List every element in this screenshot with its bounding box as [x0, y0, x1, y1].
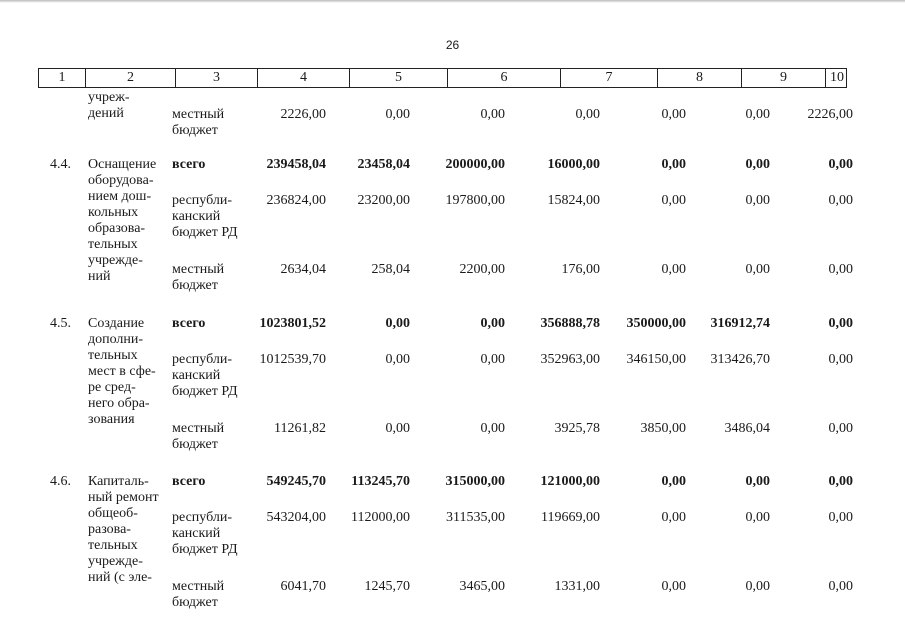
value-cell: 119669,00	[541, 510, 600, 525]
value-cell: 0,00	[661, 107, 686, 122]
value-cell: 2226,00	[807, 107, 853, 122]
item-name-line: разова-	[88, 522, 131, 537]
item-name-line: дений	[88, 106, 124, 121]
page-number: 26	[445, 38, 460, 52]
value-cell: 0,00	[828, 262, 853, 277]
value-cell: 543204,00	[266, 510, 326, 525]
value-cell: 0,00	[661, 262, 686, 277]
value-cell: 113245,70	[351, 474, 410, 489]
value-cell: 0,00	[745, 157, 770, 172]
value-cell: 0,00	[661, 474, 686, 489]
value-cell: 236824,00	[266, 193, 326, 208]
header-cell: 1	[58, 70, 66, 85]
value-cell: 2634,04	[280, 262, 326, 277]
value-cell: 549245,70	[266, 474, 326, 489]
value-cell: 313426,70	[710, 352, 770, 367]
value-cell: 0,00	[661, 193, 686, 208]
source-label: республи-	[172, 510, 232, 525]
value-cell: 0,00	[828, 421, 853, 436]
header-cell: 6	[447, 69, 560, 87]
source-label: бюджет	[172, 437, 218, 452]
item-name-line: ре сред-	[88, 380, 136, 395]
source-label: канский	[172, 368, 221, 383]
source-label: местный	[172, 579, 225, 594]
value-cell: 0,00	[745, 262, 770, 277]
item-name-line: учрежде-	[88, 554, 143, 569]
value-cell: 176,00	[561, 262, 600, 277]
scan-edge	[0, 0, 905, 3]
source-label: бюджет РД	[172, 384, 238, 399]
value-cell: 112000,00	[351, 510, 410, 525]
header-cell: 10	[825, 69, 848, 87]
value-cell: 6041,70	[280, 579, 326, 594]
item-name-line: дополни-	[88, 332, 144, 347]
value-cell: 356888,78	[540, 316, 600, 331]
item-name-line: тельных	[88, 237, 138, 252]
value-cell: 23458,04	[357, 157, 410, 172]
value-cell: 258,04	[371, 262, 410, 277]
source-label: республи-	[172, 193, 232, 208]
value-cell: 0,00	[745, 579, 770, 594]
value-cell: 2200,00	[459, 262, 505, 277]
table-header-row	[38, 68, 847, 88]
value-cell: 0,00	[745, 474, 770, 489]
item-name-line: образова-	[88, 221, 146, 236]
value-cell: 352963,00	[540, 352, 600, 367]
header-cell: 9	[741, 69, 825, 87]
value-cell: 3465,00	[459, 579, 505, 594]
value-cell: 346150,00	[626, 352, 686, 367]
value-cell: 3486,04	[724, 421, 770, 436]
value-cell: 0,00	[661, 510, 686, 525]
item-name-line: ний	[88, 269, 111, 284]
value-cell: 0,00	[745, 193, 770, 208]
value-cell: 2226,00	[280, 107, 326, 122]
value-cell: 1245,70	[364, 579, 410, 594]
item-name-line: Капиталь-	[88, 474, 149, 489]
value-cell: 0,00	[480, 316, 505, 331]
source-label: всего	[172, 316, 206, 331]
value-cell: 0,00	[745, 107, 770, 122]
value-cell: 0,00	[385, 352, 410, 367]
value-cell: 0,00	[575, 107, 600, 122]
value-cell: 311535,00	[446, 510, 505, 525]
value-cell: 0,00	[385, 421, 410, 436]
item-name-line: ный ремонт	[88, 490, 159, 505]
value-cell: 0,00	[385, 316, 410, 331]
value-cell: 0,00	[828, 510, 853, 525]
item-name-line: кольных	[88, 205, 139, 220]
value-cell: 315000,00	[445, 474, 505, 489]
item-name-line: него обра-	[88, 396, 150, 411]
source-label: местный	[172, 107, 225, 122]
value-cell: 200000,00	[445, 157, 505, 172]
source-label: местный	[172, 421, 225, 436]
item-name-line: ний (с эле-	[88, 570, 152, 585]
item-number: 4.6.	[50, 474, 71, 489]
value-cell: 15824,00	[547, 193, 600, 208]
item-name-line: учрежде-	[88, 253, 143, 268]
value-cell: 316912,74	[710, 316, 770, 331]
value-cell: 0,00	[745, 510, 770, 525]
value-cell: 239458,04	[266, 157, 326, 172]
item-number: 4.4.	[50, 157, 71, 172]
value-cell: 16000,00	[547, 157, 600, 172]
value-cell: 0,00	[828, 157, 853, 172]
item-name-line: Создание	[88, 316, 145, 331]
header-cell: 5	[349, 69, 447, 87]
header-cell: 7	[560, 69, 657, 87]
item-name-line: зования	[88, 412, 135, 427]
header-cell: 4	[257, 69, 349, 87]
value-cell: 0,00	[385, 107, 410, 122]
value-cell: 0,00	[480, 107, 505, 122]
source-label: бюджет РД	[172, 225, 238, 240]
item-name-line: учреж-	[88, 90, 130, 105]
value-cell: 23200,00	[357, 193, 410, 208]
source-label: местный	[172, 262, 225, 277]
source-label: канский	[172, 209, 221, 224]
value-cell: 0,00	[828, 474, 853, 489]
value-cell: 1012539,70	[259, 352, 326, 367]
item-name-line: тельных	[88, 348, 138, 363]
value-cell: 3850,00	[640, 421, 686, 436]
value-cell: 0,00	[480, 352, 505, 367]
item-name-line: тельных	[88, 538, 138, 553]
value-cell: 0,00	[828, 316, 853, 331]
item-number: 4.5.	[50, 316, 71, 331]
value-cell: 0,00	[480, 421, 505, 436]
source-label: бюджет РД	[172, 542, 238, 557]
value-cell: 0,00	[661, 579, 686, 594]
item-name-line: Оснащение	[88, 157, 157, 172]
value-cell: 197800,00	[445, 193, 505, 208]
source-label: бюджет	[172, 278, 218, 293]
value-cell: 11261,82	[274, 421, 326, 436]
value-cell: 0,00	[661, 157, 686, 172]
value-cell: 0,00	[828, 352, 853, 367]
source-label: канский	[172, 526, 221, 541]
item-name-line: оборудова-	[88, 173, 154, 188]
header-cell: 3	[175, 69, 257, 87]
value-cell: 1023801,52	[259, 316, 326, 331]
source-label: республи-	[172, 352, 232, 367]
source-label: всего	[172, 474, 206, 489]
source-label: бюджет	[172, 595, 218, 610]
value-cell: 350000,00	[626, 316, 686, 331]
source-label: бюджет	[172, 123, 218, 138]
source-label: всего	[172, 157, 206, 172]
value-cell: 1331,00	[554, 579, 600, 594]
header-cell: 2	[85, 69, 175, 87]
value-cell: 0,00	[828, 193, 853, 208]
header-cell: 8	[657, 69, 741, 87]
item-name-line: общеоб-	[88, 506, 138, 521]
value-cell: 3925,78	[554, 421, 600, 436]
value-cell: 0,00	[828, 579, 853, 594]
item-name-line: нием дош-	[88, 189, 152, 204]
item-name-line: мест в сфе-	[88, 364, 156, 379]
value-cell: 121000,00	[540, 474, 600, 489]
